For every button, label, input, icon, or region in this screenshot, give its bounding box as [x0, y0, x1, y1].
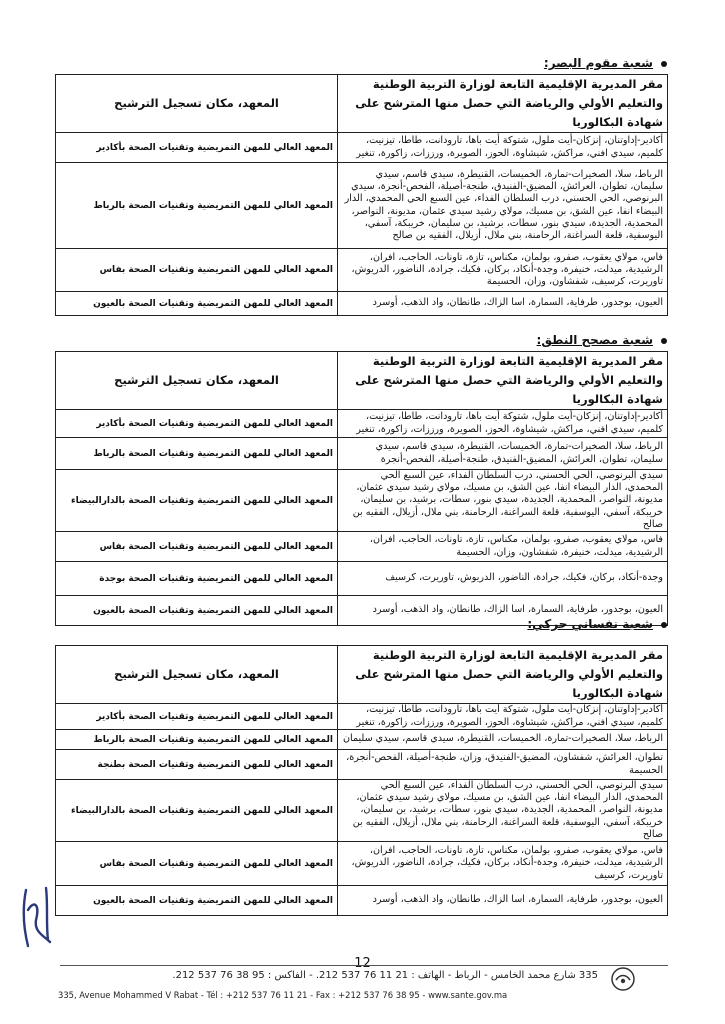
table-row: [56, 730, 668, 750]
regions-cell: أكادير-إداوتنان، إنزكان-أيت ملول، شتوكة أيت باها، تارودانت، طاطا، تيزنيت، كلميم، سيدي افني، مراكش، شيشاوة، الحوز، الصويرة، ورززات، زاكورة، تنغير: [338, 704, 668, 730]
regions-cell: فاس، مولاي يعقوب، صفرو، بولمان، مكناس، تازة، تاونات، الحاجب، افران، الرشيدية، ميدلت، خنيفرة، شفشاون، وزان، الحسيمة: [338, 532, 668, 562]
handwritten-signature-icon: [18, 880, 58, 950]
institute-cell: المعهد العالي للمهن التمريضية وتقنيات الصحة بالرباط: [56, 730, 338, 750]
ministry-logo-icon: [610, 966, 636, 992]
institute-cell: المعهد العالي للمهن التمريضية وتقنيات الصحة بطنجة: [56, 750, 338, 780]
header-institute: المعهد، مكان تسجيل الترشيح: [56, 352, 338, 410]
institute-cell: المعهد العالي للمهن التمريضية وتقنيات الصحة بوجدة: [56, 562, 338, 596]
regions-cell: أكادير-إداوتنان، إنزكان-أيت ملول، شتوكة أيت باها، تارودانت، طاطا، تيزنيت، كلميم، سيدي افني، مراكش، شيشاوة، الحوز، الصويرة، ورززات، زاكورة، تنغير: [338, 410, 668, 438]
regions-cell: سيدي البرنوصي، الحي الحسني، درب السلطان الفداء، عين السبع الحي المحمدي، الدار البيضاء انفا، عين الشق، بن مسيك، مولاي رشيد سيدي عثمان، مديونة، النواصر، المحمدية، الجديدة، سيدي بنور، سطات، برشيد، بن سليمان، خريبكة، آسفي، اليوسفية، قلعة السراغنة، الرحامنة، بني ملال، أزيلال، الفقيه بن صالح: [338, 780, 668, 842]
institute-cell: المعهد العالي للمهن التمريضية وتقنيات الصحة بأكادير: [56, 410, 338, 438]
institute-cell: المعهد العالي للمهن التمريضية وتقنيات الصحة بفاس: [56, 532, 338, 562]
table-row: [56, 562, 668, 596]
table-row: [56, 292, 668, 316]
footer-address-french: 335, Avenue Mohammed V Rabat - Tél : +212 537 76 11 21 - Fax : +212 537 76 38 95 - www.sante.gov.ma: [58, 990, 508, 1000]
bullet-icon: [661, 61, 667, 67]
header-directorate: مقر المديرية الإقليمية التابعة لوزارة التربية الوطنية والتعليم الأولي والرياضة التي حصل منها المترشح على شهادة البكالوريا: [338, 646, 668, 704]
table-row: [56, 410, 668, 438]
table-row: [56, 438, 668, 470]
regions-cell: العيون، بوجدور، طرفاية، السمارة، اسا الزاك، طانطان، واد الذهب، أوسرد: [338, 886, 668, 916]
page-number: 12: [354, 956, 371, 971]
section-title: شعبة نفساني حركي:: [527, 617, 667, 631]
regions-cell: فاس، مولاي يعقوب، صفرو، بولمان، مكناس، تازة، تاونات، الحاجب، افران، الرشيدية، ميدلت، خنيفرة، وجدة-أنكاد، بركان، فكيك، جرادة، الناضور، الدريوش، تاوريرت، كرسيف، شفشاون، وزان، الحسيمة: [338, 249, 668, 292]
institute-cell: المعهد العالي للمهن التمريضية وتقنيات الصحة بالرباط: [56, 438, 338, 470]
table-row: [56, 470, 668, 532]
section-title: شعبة مصحح النطق:: [537, 333, 667, 347]
table-row: [56, 842, 668, 886]
regions-cell: أكادير-إداوتنان، إنزكان-أيت ملول، شتوكة أيت باها، تارودانت، طاطا، تيزنيت، كلميم، سيدي افني، مراكش، شيشاوة، الحوز، الصويرة، ورززات، زاكورة، تنغير: [338, 133, 668, 163]
section-title: شعبة مقوم البصر:: [544, 56, 667, 70]
institute-cell: المعهد العالي للمهن التمريضية وتقنيات الصحة بالدارالبيضاء: [56, 470, 338, 532]
institute-cell: المعهد العالي للمهن التمريضية وتقنيات الصحة بفاس: [56, 842, 338, 886]
section-table: [55, 351, 668, 626]
regions-cell: العيون، بوجدور، طرفاية، السمارة، اسا الزاك، طانطان، واد الذهب، أوسرد: [338, 596, 668, 626]
institute-cell: المعهد العالي للمهن التمريضية وتقنيات الصحة بأكادير: [56, 704, 338, 730]
table-row: [56, 750, 668, 780]
header-institute: المعهد، مكان تسجيل الترشيح: [56, 646, 338, 704]
regions-cell: فاس، مولاي يعقوب، صفرو، بولمان، مكناس، تازة، تاونات، الحاجب، افران، الرشيدية، ميدلت، خنيفرة، وجدة-أنكاد، بركان، فكيك، جرادة، الناضور، الدريوش، تاوريرت، كرسيف: [338, 842, 668, 886]
header-directorate: مقر المديرية الإقليمية التابعة لوزارة التربية الوطنية والتعليم الأولي والرياضة التي حصل منها المترشح على شهادة البكالوريا: [338, 75, 668, 133]
institute-cell: المعهد العالي للمهن التمريضية وتقنيات الصحة بالعيون: [56, 596, 338, 626]
institute-cell: المعهد العالي للمهن التمريضية وتقنيات الصحة بالعيون: [56, 292, 338, 316]
institute-cell: المعهد العالي للمهن التمريضية وتقنيات الصحة بالرباط: [56, 163, 338, 249]
table-header-row: [56, 75, 668, 133]
regions-cell: الرباط، سلا، الصخيرات-تمارة، الخميسات، القنيطرة، سيدي قاسم، سيدي سليمان، تطوان، العرائش، المضيق-الفنيدق، طنجة-أصيلة، الفحص-أنجرة، سيدي البرنوصي، الحي الحسني، درب السلطان الفداء، عين السبع الحي المحمدي، الدار البيضاء انفا، عين الشق، بن مسيك، مولاي رشيد سيدي عثمان، مديونة، النواصر، المحمدية، الجديدة، سيدي بنور، سطات، برشيد، بن سليمان، خريبكة، آسفي، اليوسفية، قلعة السراغنة، الرحامنة، بني ملال، أزيلال، الفقيه بن صالح: [338, 163, 668, 249]
regions-cell: وجدة-أنكاد، بركان، فكيك، جرادة، الناضور، الدريوش، تاوريرت، كرسيف: [338, 562, 668, 596]
regions-cell: سيدي البرنوصي، الحي الحسني، درب السلطان الفداء، عين السبع الحي المحمدي، الدار البيضاء انفا، عين الشق، بن مسيك، مولاي رشيد سيدي عثمان، مديونة، النواصر، المحمدية، الجديدة، سيدي بنور، سطات، برشيد، بن سليمان، خريبكة، آسفي، اليوسفية، قلعة السراغنة، الرحامنة، بني ملال، أزيلال، الفقيه بن صالح: [338, 470, 668, 532]
regions-cell: تطوان، العرائش، شفشاون، المضيق-الفنيدق، وزان، طنجة-أصيلة، الفحص-أنجرة، الحسيمة: [338, 750, 668, 780]
regions-cell: العيون، بوجدور، طرفاية، السمارة، اسا الزاك، طانطان، واد الذهب، أوسرد: [338, 292, 668, 316]
institute-cell: المعهد العالي للمهن التمريضية وتقنيات الصحة بفاس: [56, 249, 338, 292]
section-table: [55, 645, 668, 916]
institute-cell: المعهد العالي للمهن التمريضية وتقنيات الصحة بأكادير: [56, 133, 338, 163]
header-institute: المعهد، مكان تسجيل الترشيح: [56, 75, 338, 133]
table-row: [56, 249, 668, 292]
table-row: [56, 704, 668, 730]
table-header-row: [56, 646, 668, 704]
table-header-row: [56, 352, 668, 410]
header-directorate: مقر المديرية الإقليمية التابعة لوزارة التربية الوطنية والتعليم الأولي والرياضة التي حصل منها المترشح على شهادة البكالوريا: [338, 352, 668, 410]
bullet-icon: [661, 622, 667, 628]
footer-address-arabic: 335 شارع محمد الخامس - الرباط - الهاتف : 21 11 76 537 212. - الفاكس : 95 38 76 537 212.: [172, 970, 598, 981]
footer-divider: [60, 965, 668, 966]
table-row: [56, 780, 668, 842]
institute-cell: المعهد العالي للمهن التمريضية وتقنيات الصحة بالعيون: [56, 886, 338, 916]
table-row: [56, 886, 668, 916]
section-table: [55, 74, 668, 316]
bullet-icon: [661, 338, 667, 344]
institute-cell: المعهد العالي للمهن التمريضية وتقنيات الصحة بالدارالبيضاء: [56, 780, 338, 842]
table-row: [56, 163, 668, 249]
regions-cell: الرباط، سلا، الصخيرات-تمارة، الخميسات، القنيطرة، سيدي قاسم، سيدي سليمان: [338, 730, 668, 750]
regions-cell: الرباط، سلا، الصخيرات-تمارة، الخميسات، القنيطرة، سيدي قاسم، سيدي سليمان، تطوان، العرائش، المضيق-الفنيدق، طنجة-أصيلة، الفحص-أنجرة: [338, 438, 668, 470]
table-row: [56, 133, 668, 163]
table-row: [56, 532, 668, 562]
